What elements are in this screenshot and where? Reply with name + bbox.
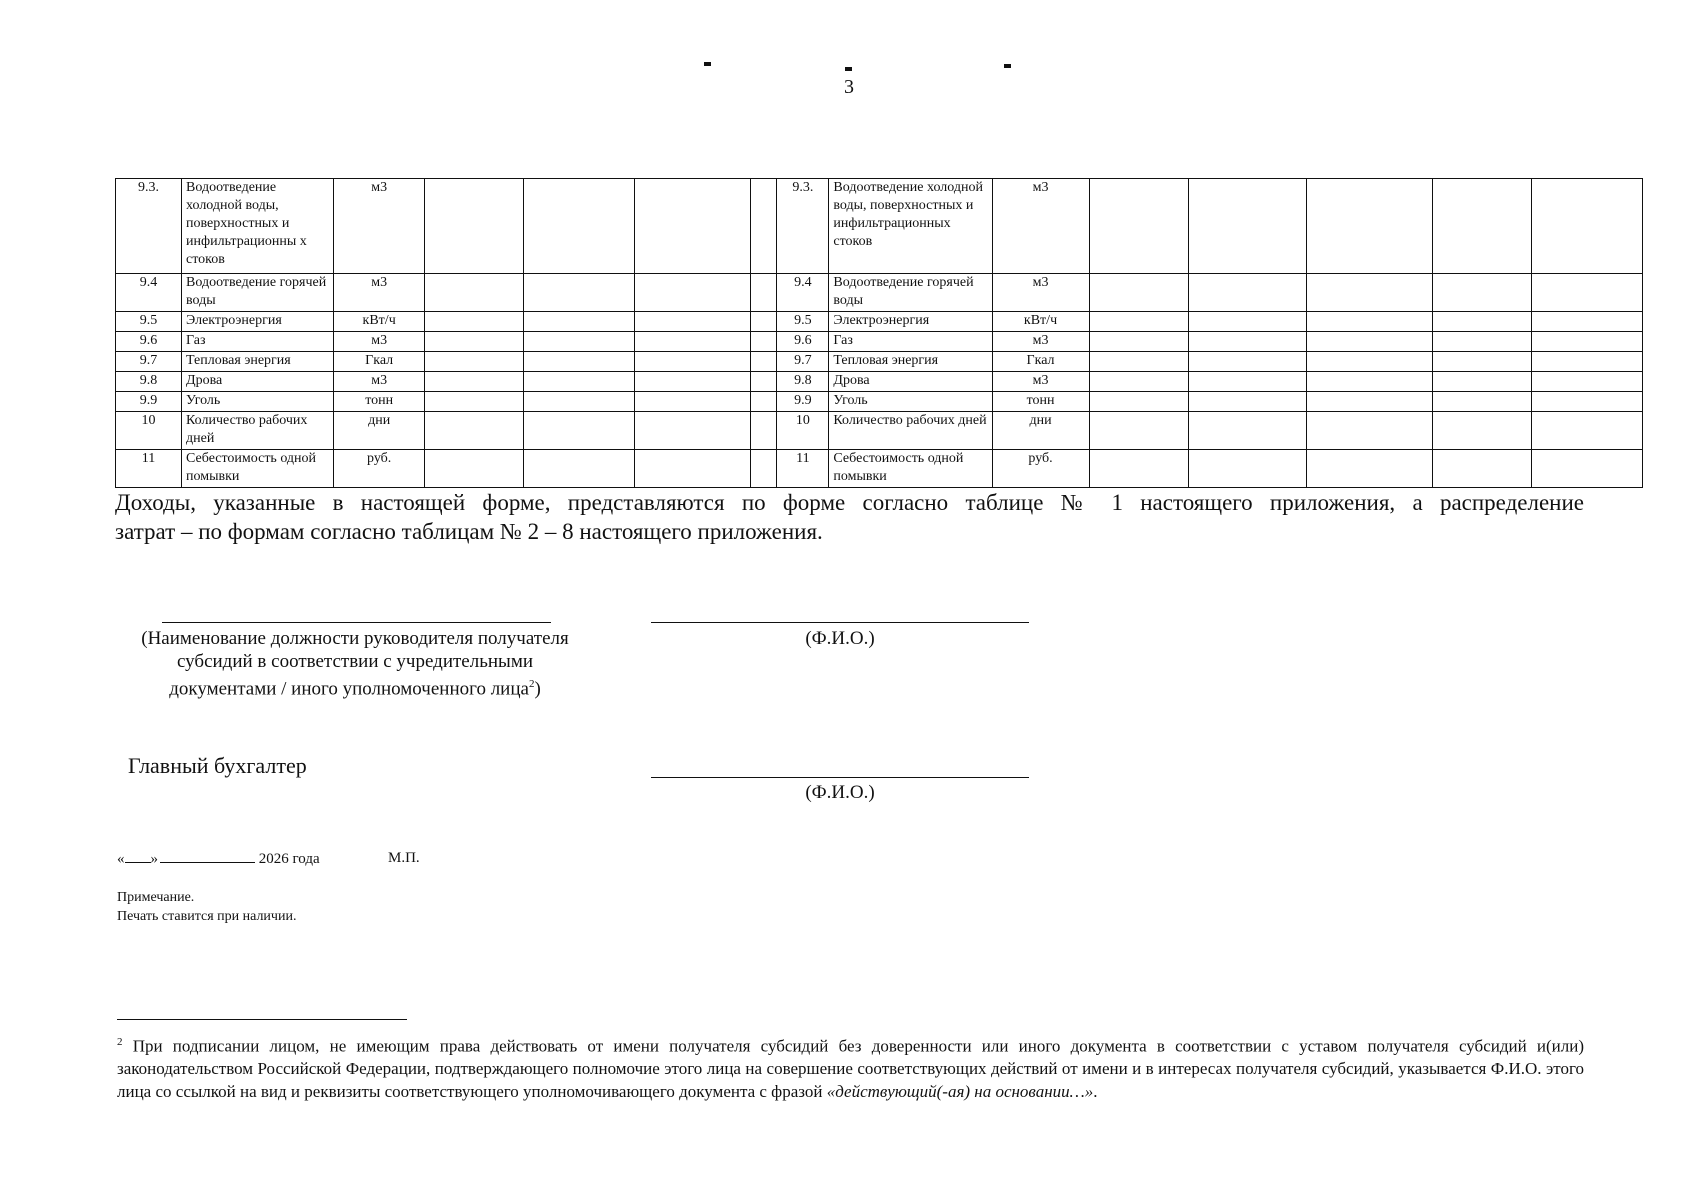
- empty-cell: [1188, 412, 1306, 450]
- empty-cell: [635, 412, 751, 450]
- empty-cell: [425, 372, 524, 392]
- row-number: 10: [116, 412, 182, 450]
- empty-cell: [1432, 450, 1531, 488]
- row-number: 9.7: [116, 352, 182, 372]
- income-paragraph: [115, 488, 1584, 546]
- row-unit: тонн: [992, 392, 1089, 412]
- row-name: Себестоимость одной помывки: [182, 450, 334, 488]
- signature-line-chief: [651, 777, 1029, 778]
- row-unit: руб.: [992, 450, 1089, 488]
- empty-cell: [1306, 352, 1432, 372]
- empty-cell: [425, 450, 524, 488]
- scan-mark: [704, 62, 711, 66]
- empty-cell: [1188, 352, 1306, 372]
- page-number: 3: [844, 76, 854, 98]
- binding-strip-cell: [751, 312, 777, 332]
- empty-cell: [1089, 274, 1188, 312]
- footnote-text: При подписании лицом, не имеющим права действовать от имени получателя субсидий без доверенности или иного документа в соответствии с уставом получателя субсидий и(или) законодательством Российской Федерации, подтверждающего полномочие этого лица на совершение соответствующих действий от имени и в интересах получателя субсидий, указывается Ф.И.О. этого лица со ссылкой на вид и реквизиты соответствующего уполномочивающего документа с фразой: [117, 1036, 1584, 1101]
- resource-table: [115, 178, 1643, 488]
- empty-cell: [1432, 352, 1531, 372]
- row-number: 11: [116, 450, 182, 488]
- date-line: « » 2026 года: [117, 851, 320, 867]
- row-number: 9.8: [116, 372, 182, 392]
- empty-cell: [1432, 372, 1531, 392]
- empty-cell: [1432, 312, 1531, 332]
- empty-cell: [524, 332, 635, 352]
- row-number: 9.6: [777, 332, 829, 352]
- row-unit: дни: [334, 412, 425, 450]
- empty-cell: [524, 352, 635, 372]
- empty-cell: [1188, 392, 1306, 412]
- empty-cell: [1089, 332, 1188, 352]
- table-row: [116, 392, 1643, 412]
- paragraph-line-2: затрат – по формам согласно таблицам № 2 – 8 настоящего приложения.: [115, 519, 823, 544]
- row-name: Электроэнергия: [182, 312, 334, 332]
- empty-cell: [1089, 450, 1188, 488]
- empty-cell: [1188, 450, 1306, 488]
- row-unit: м3: [334, 274, 425, 312]
- empty-cell: [1306, 392, 1432, 412]
- empty-cell: [1188, 274, 1306, 312]
- empty-cell: [1306, 312, 1432, 332]
- table-row: [116, 332, 1643, 352]
- month-blank: [160, 850, 255, 863]
- empty-cell: [1306, 372, 1432, 392]
- row-unit: м3: [334, 332, 425, 352]
- empty-cell: [425, 332, 524, 352]
- row-name: Дрова: [829, 372, 992, 392]
- row-unit: руб.: [334, 450, 425, 488]
- note: [117, 888, 296, 926]
- row-unit: м3: [334, 372, 425, 392]
- day-blank: [125, 850, 151, 863]
- binding-strip-cell: [751, 412, 777, 450]
- row-number: 9.7: [777, 352, 829, 372]
- row-unit: м3: [334, 179, 425, 274]
- signature-line-fio: [651, 622, 1029, 623]
- empty-cell: [425, 274, 524, 312]
- position-caption-line-1: (Наименование должности руководителя получателя: [141, 628, 569, 649]
- position-caption-line-2: субсидий в соответствии с учредительными: [176, 651, 534, 672]
- empty-cell: [635, 312, 751, 332]
- empty-cell: [1089, 352, 1188, 372]
- empty-cell: [1531, 412, 1642, 450]
- row-name: Газ: [829, 332, 992, 352]
- empty-cell: [1188, 372, 1306, 392]
- empty-cell: [1306, 179, 1432, 274]
- row-number: 11: [777, 450, 829, 488]
- row-name: Водоотведение холодной воды, поверхностных и инфильтрационны х стоков: [182, 179, 334, 274]
- row-number: 9.9: [116, 392, 182, 412]
- empty-cell: [1089, 179, 1188, 274]
- row-name: Количество рабочих дней: [182, 412, 334, 450]
- empty-cell: [1306, 450, 1432, 488]
- empty-cell: [1432, 274, 1531, 312]
- empty-cell: [1531, 274, 1642, 312]
- empty-cell: [1432, 332, 1531, 352]
- footnote-quote: «действующий(-ая) на основании…»: [826, 1081, 1094, 1101]
- empty-cell: [635, 274, 751, 312]
- row-unit: м3: [992, 179, 1089, 274]
- empty-cell: [524, 312, 635, 332]
- row-name: Уголь: [182, 392, 334, 412]
- table-row: [116, 179, 1643, 274]
- empty-cell: [635, 352, 751, 372]
- row-name: Водоотведение холодной воды, поверхностных и инфильтрационных стоков: [829, 179, 992, 274]
- row-number: 9.3.: [116, 179, 182, 274]
- table-row: [116, 274, 1643, 312]
- row-number: 9.3.: [777, 179, 829, 274]
- binding-strip-cell: [751, 352, 777, 372]
- row-name: Себестоимость одной помывки: [829, 450, 992, 488]
- empty-cell: [1432, 412, 1531, 450]
- empty-cell: [1531, 179, 1642, 274]
- footnote-marker: 2: [117, 1036, 123, 1048]
- footnote-separator: [117, 1019, 407, 1020]
- row-name: Дрова: [182, 372, 334, 392]
- empty-cell: [524, 372, 635, 392]
- empty-cell: [1089, 312, 1188, 332]
- row-number: 9.4: [116, 274, 182, 312]
- row-name: Тепловая энергия: [182, 352, 334, 372]
- empty-cell: [1531, 352, 1642, 372]
- footnote: $^2$ При подписании лицом, не имеющим права действовать от имени получателя субсидий без доверенности или иного документа в соответствии с уставом получателя субсидий и(или) законодательством Российской Федерации, подтверждающего полномочие этого лица на совершение соответствующих действий от имени и в интересах получателя субсидий, указывается Ф.И.О. этого лица со ссылкой на вид и реквизиты соответствующего уполномочивающего документа с фразой «действующий(-ая) на основании…».: [117, 1036, 1584, 1101]
- row-name: Тепловая энергия: [829, 352, 992, 372]
- empty-cell: [425, 179, 524, 274]
- empty-cell: [1531, 450, 1642, 488]
- row-unit: м3: [992, 332, 1089, 352]
- row-number: 9.8: [777, 372, 829, 392]
- binding-strip-cell: [751, 372, 777, 392]
- empty-cell: [1089, 412, 1188, 450]
- fio-caption-2: (Ф.И.О.): [805, 782, 875, 803]
- empty-cell: [425, 312, 524, 332]
- empty-cell: [524, 450, 635, 488]
- empty-cell: [1306, 274, 1432, 312]
- row-unit: дни: [992, 412, 1089, 450]
- row-name: Водоотведение горячей воды: [182, 274, 334, 312]
- row-number: 10: [777, 412, 829, 450]
- empty-cell: [524, 392, 635, 412]
- row-unit: Гкал: [992, 352, 1089, 372]
- empty-cell: [425, 352, 524, 372]
- empty-cell: [635, 450, 751, 488]
- scan-mark: [1004, 64, 1011, 68]
- stamp-label: М.П.: [388, 850, 420, 866]
- empty-cell: [1531, 392, 1642, 412]
- position-caption: [115, 627, 595, 700]
- empty-cell: [1306, 332, 1432, 352]
- row-number: 9.4: [777, 274, 829, 312]
- scan-mark: [845, 67, 852, 71]
- row-name: Газ: [182, 332, 334, 352]
- empty-cell: [635, 179, 751, 274]
- empty-cell: [524, 179, 635, 274]
- empty-cell: [635, 332, 751, 352]
- empty-cell: [524, 412, 635, 450]
- signature-line-position: [162, 622, 551, 623]
- binding-strip-cell: [751, 274, 777, 312]
- empty-cell: [1188, 332, 1306, 352]
- empty-cell: [1089, 392, 1188, 412]
- fio-caption: (Ф.И.О.): [805, 628, 875, 649]
- empty-cell: [1188, 312, 1306, 332]
- paragraph-line-1: Доходы, указанные в настоящей форме, представляются по форме согласно таблице № 1 настоящего приложения, а распределение: [115, 490, 1584, 515]
- row-name: Количество рабочих дней: [829, 412, 992, 450]
- empty-cell: [425, 412, 524, 450]
- empty-cell: [635, 372, 751, 392]
- empty-cell: [1306, 412, 1432, 450]
- row-name: Электроэнергия: [829, 312, 992, 332]
- row-name: Уголь: [829, 392, 992, 412]
- chief-accountant-label: Главный бухгалтер: [128, 753, 307, 778]
- position-caption-line-3: документами / иного уполномоченного лица$^2$): [169, 678, 541, 700]
- row-unit: Гкал: [334, 352, 425, 372]
- row-number: 9.9: [777, 392, 829, 412]
- date-year: 2026 года: [258, 851, 320, 867]
- empty-cell: [1531, 372, 1642, 392]
- empty-cell: [524, 274, 635, 312]
- table-row: [116, 372, 1643, 392]
- row-unit: м3: [992, 372, 1089, 392]
- empty-cell: [1531, 332, 1642, 352]
- binding-strip-cell: [751, 179, 777, 274]
- empty-cell: [1531, 312, 1642, 332]
- empty-cell: [1432, 179, 1531, 274]
- row-number: 9.5: [116, 312, 182, 332]
- empty-cell: [1432, 392, 1531, 412]
- table-row: [116, 352, 1643, 372]
- empty-cell: [635, 392, 751, 412]
- row-name: Водоотведение горячей воды: [829, 274, 992, 312]
- empty-cell: [1188, 179, 1306, 274]
- row-unit: кВт/ч: [992, 312, 1089, 332]
- row-number: 9.6: [116, 332, 182, 352]
- table-row: [116, 412, 1643, 450]
- row-number: 9.5: [777, 312, 829, 332]
- row-unit: тонн: [334, 392, 425, 412]
- row-unit: кВт/ч: [334, 312, 425, 332]
- row-unit: м3: [992, 274, 1089, 312]
- table-row: [116, 312, 1643, 332]
- empty-cell: [425, 392, 524, 412]
- binding-strip-cell: [751, 332, 777, 352]
- note-text: Печать ставится при наличии.: [117, 909, 297, 924]
- table-row: [116, 450, 1643, 488]
- binding-strip-cell: [751, 392, 777, 412]
- binding-strip-cell: [751, 450, 777, 488]
- empty-cell: [1089, 372, 1188, 392]
- note-title: Примечание.: [117, 890, 195, 905]
